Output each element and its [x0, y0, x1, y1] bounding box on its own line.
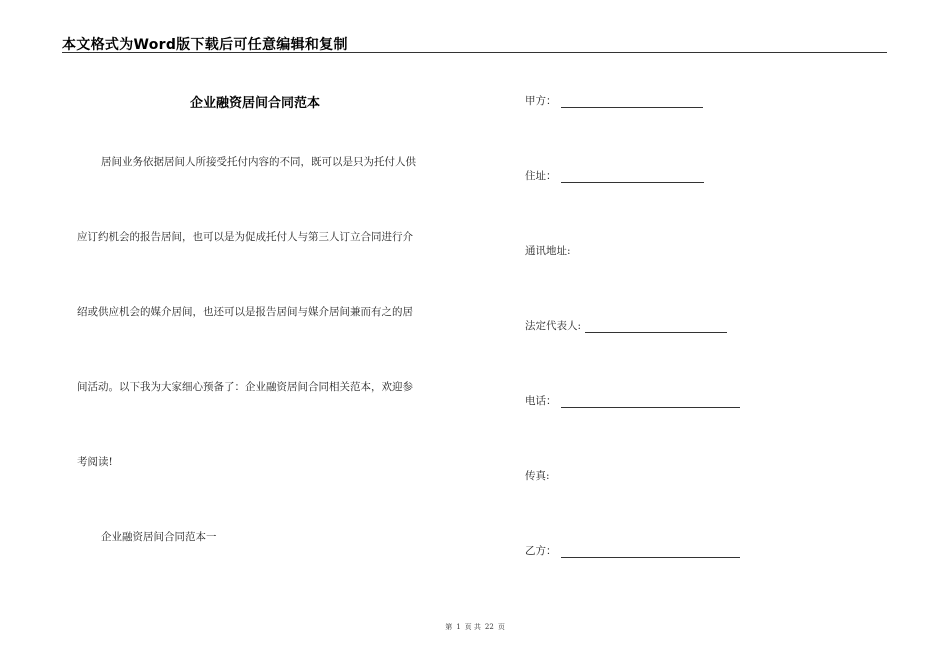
legal-rep-field — [525, 318, 727, 333]
mailing-address-field — [525, 243, 571, 258]
footer-prefix: 第 — [445, 623, 453, 631]
intro-line-3: 绍或供应机会的媒介居间，也还可以是报告居间与媒介居间兼而有之的居 — [77, 306, 413, 318]
party-b-field — [525, 543, 740, 558]
fax-field — [525, 468, 550, 483]
party-b-blank — [561, 545, 740, 558]
intro-line-1: 居间业务依据居间人所接受托付内容的不同，既可以是只为托付人供 — [101, 156, 416, 168]
document-header: 本文格式为Word版下载后可任意编辑和复制 — [62, 37, 348, 53]
mailing-address-label: 通讯地址: — [525, 245, 571, 257]
phone-label: 电话： — [525, 395, 557, 407]
footer-page-number: 1 — [456, 623, 461, 631]
page-footer — [0, 622, 950, 632]
section-heading: 企业融资居间合同范本一 — [101, 531, 217, 543]
party-a-label: 甲方： — [525, 95, 557, 107]
intro-line-4: 间活动。以下我为大家细心预备了：企业融资居间合同相关范本，欢迎参 — [77, 381, 413, 393]
phone-blank — [561, 395, 740, 408]
document-title: 企业融资居间合同范本 — [190, 96, 321, 111]
address-label: 住址： — [525, 170, 557, 182]
intro-line-5: 考阅读! — [77, 456, 113, 468]
footer-mid: 页 共 — [464, 623, 481, 631]
header-divider — [62, 52, 887, 53]
legal-rep-blank — [585, 320, 727, 333]
phone-field — [525, 393, 740, 408]
footer-total-pages: 22 — [484, 623, 494, 631]
address-blank — [561, 170, 704, 183]
footer-suffix: 页 — [497, 623, 505, 631]
party-a-blank — [561, 95, 703, 108]
legal-rep-label: 法定代表人: — [525, 320, 582, 332]
intro-line-2: 应订约机会的报告居间，也可以是为促成托付人与第三人订立合同进行介 — [77, 231, 413, 243]
party-a-field — [525, 93, 703, 108]
fax-label: 传真: — [525, 470, 550, 482]
address-field — [525, 168, 704, 183]
party-b-label: 乙方： — [525, 545, 557, 557]
